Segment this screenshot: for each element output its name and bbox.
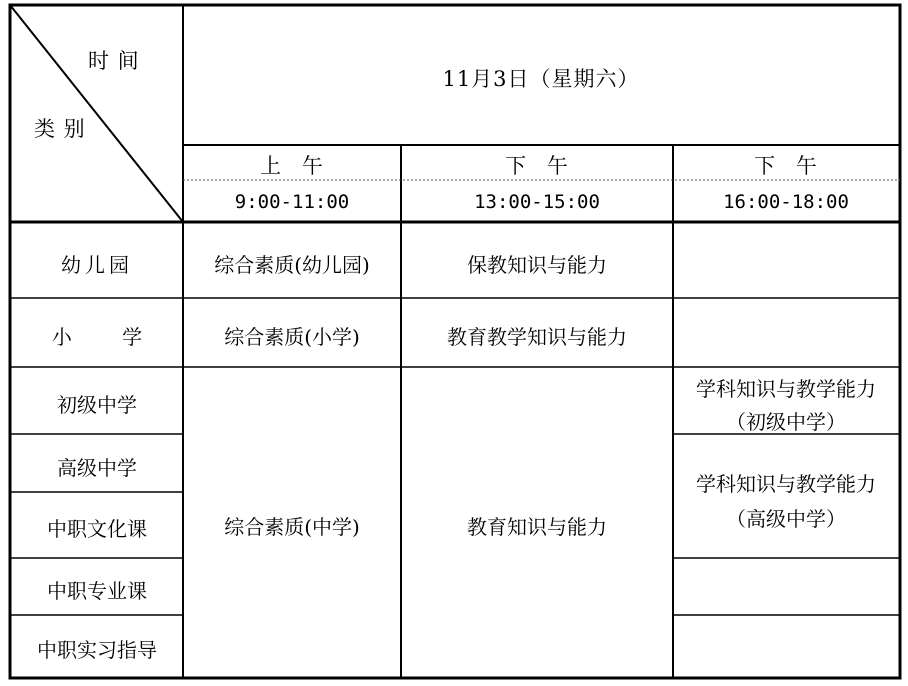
corner-time-label: 时 间: [88, 49, 140, 73]
corner-category-label: 类 别: [34, 117, 86, 141]
session-label-morning: 上 午: [260, 154, 324, 178]
session-time-afternoon-2: 16:00-18:00: [723, 191, 849, 213]
session-label-afternoon-1: 下 午: [505, 154, 569, 178]
session-time-morning: 9:00-11:00: [234, 191, 350, 213]
subject-senior-line-2: （高级中学）: [726, 507, 846, 531]
category-vocational-internship: 中职实习指导: [37, 638, 157, 662]
session-time-afternoon-1: 13:00-15:00: [474, 191, 600, 213]
subject-senior-line-1: 学科知识与教学能力: [696, 472, 876, 496]
date-header: 11月3日（星期六）: [442, 67, 640, 91]
category-senior-secondary: 高级中学: [57, 456, 137, 480]
session-label-afternoon-2: 下 午: [754, 154, 818, 178]
subject-kindergarten-afternoon: 保教知识与能力: [467, 253, 607, 277]
subject-junior-line-2: （初级中学）: [726, 410, 846, 434]
subject-kindergarten-morning: 综合素质(幼儿园): [214, 253, 370, 277]
category-vocational-professional: 中职专业课: [47, 579, 147, 603]
subject-primary-morning: 综合素质(小学): [224, 325, 360, 349]
category-vocational-culture: 中职文化课: [47, 517, 147, 541]
subject-junior-line-1: 学科知识与教学能力: [696, 377, 876, 401]
subject-primary-afternoon: 教育教学知识与能力: [447, 325, 627, 349]
subject-secondary-afternoon: 教育知识与能力: [467, 515, 607, 539]
subject-secondary-morning: 综合素质(中学): [224, 515, 360, 539]
category-junior-secondary: 初级中学: [57, 393, 137, 417]
category-primary: 小 学: [51, 325, 143, 349]
category-kindergarten: 幼儿园: [61, 253, 133, 277]
